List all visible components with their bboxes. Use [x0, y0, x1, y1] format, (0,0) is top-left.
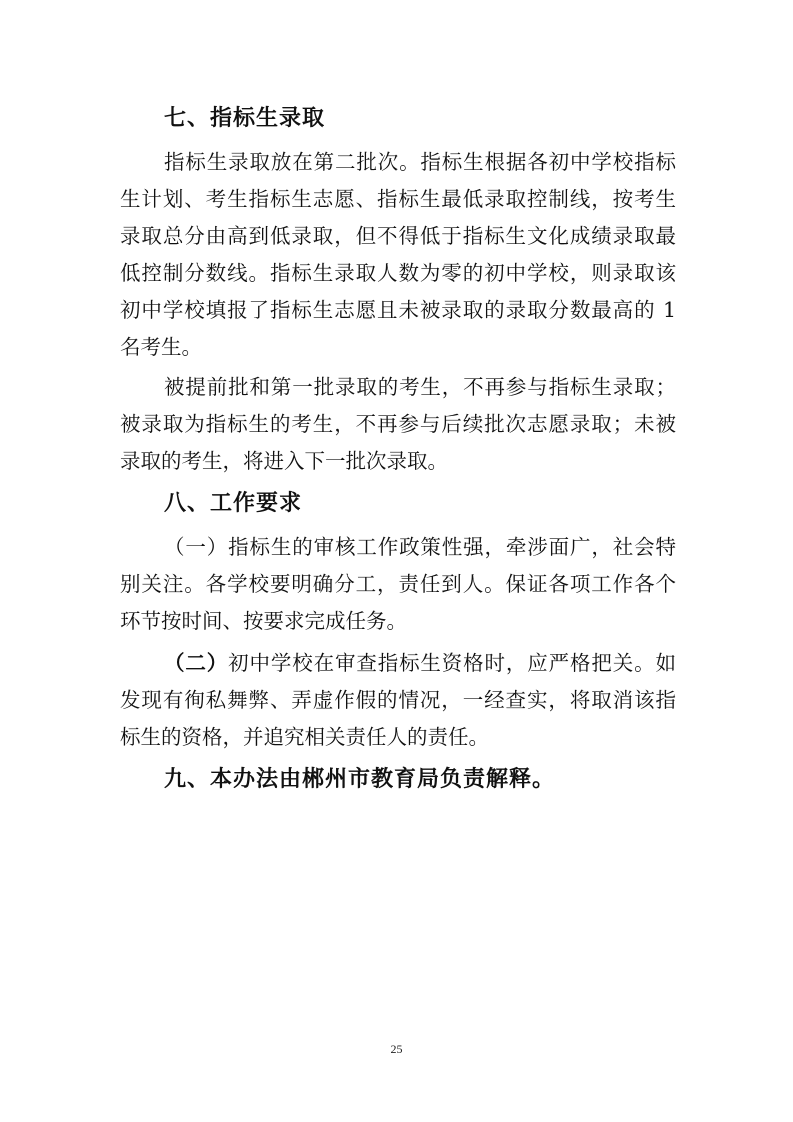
paragraph-line: 初中学校填报了指标生志愿且未被录取的录取分数最高的 1	[120, 298, 676, 322]
paragraph-line: 别关注。各学校要明确分工，责任到人。保证各项工作各个	[120, 572, 676, 596]
paragraph-line: 指标生录取放在第二批次。指标生根据各初中学校指标	[164, 150, 676, 174]
paragraph-line: 环节按时间、按要求完成任务。	[120, 609, 407, 633]
paragraph-line: （一）指标生的审核工作政策性强，牵涉面广，社会特	[164, 535, 676, 559]
section-8-heading: 八、工作要求	[164, 491, 303, 516]
paragraph-line: 生计划、考生指标生志愿、指标生最低录取控制线，按考生	[120, 187, 676, 211]
paragraph-line: 被录取为指标生的考生，不再参与后续批次志愿录取；未被	[120, 412, 676, 436]
paragraph-line: 录取总分由高到低录取，但不得低于指标生文化成绩录取最	[120, 224, 676, 248]
paragraph-line: 被提前批和第一批录取的考生，不再参与指标生录取；	[164, 375, 676, 399]
item-2-first-line	[164, 650, 676, 676]
paragraph-line: 名考生。	[120, 335, 202, 359]
paragraph-line: 录取的考生，将进入下一批次录取。	[120, 449, 448, 473]
paragraph-line: 发现有徇私舞弊、弄虚作假的情况，一经查实，将取消该指	[120, 688, 676, 712]
item-2-label: （二）	[164, 651, 229, 675]
page-number: 25	[390, 1042, 403, 1056]
paragraph-line: 低控制分数线。指标生录取人数为零的初中学校，则录取该	[120, 261, 676, 285]
paragraph-line: 标生的资格，并追究相关责任人的责任。	[120, 725, 489, 749]
section-7-heading: 七、指标生录取	[164, 106, 326, 131]
section-9-heading: 九、本办法由郴州市教育局负责解释。	[164, 767, 556, 792]
item-2-text: 初中学校在审查指标生资格时，应严格把关。如	[228, 651, 676, 675]
